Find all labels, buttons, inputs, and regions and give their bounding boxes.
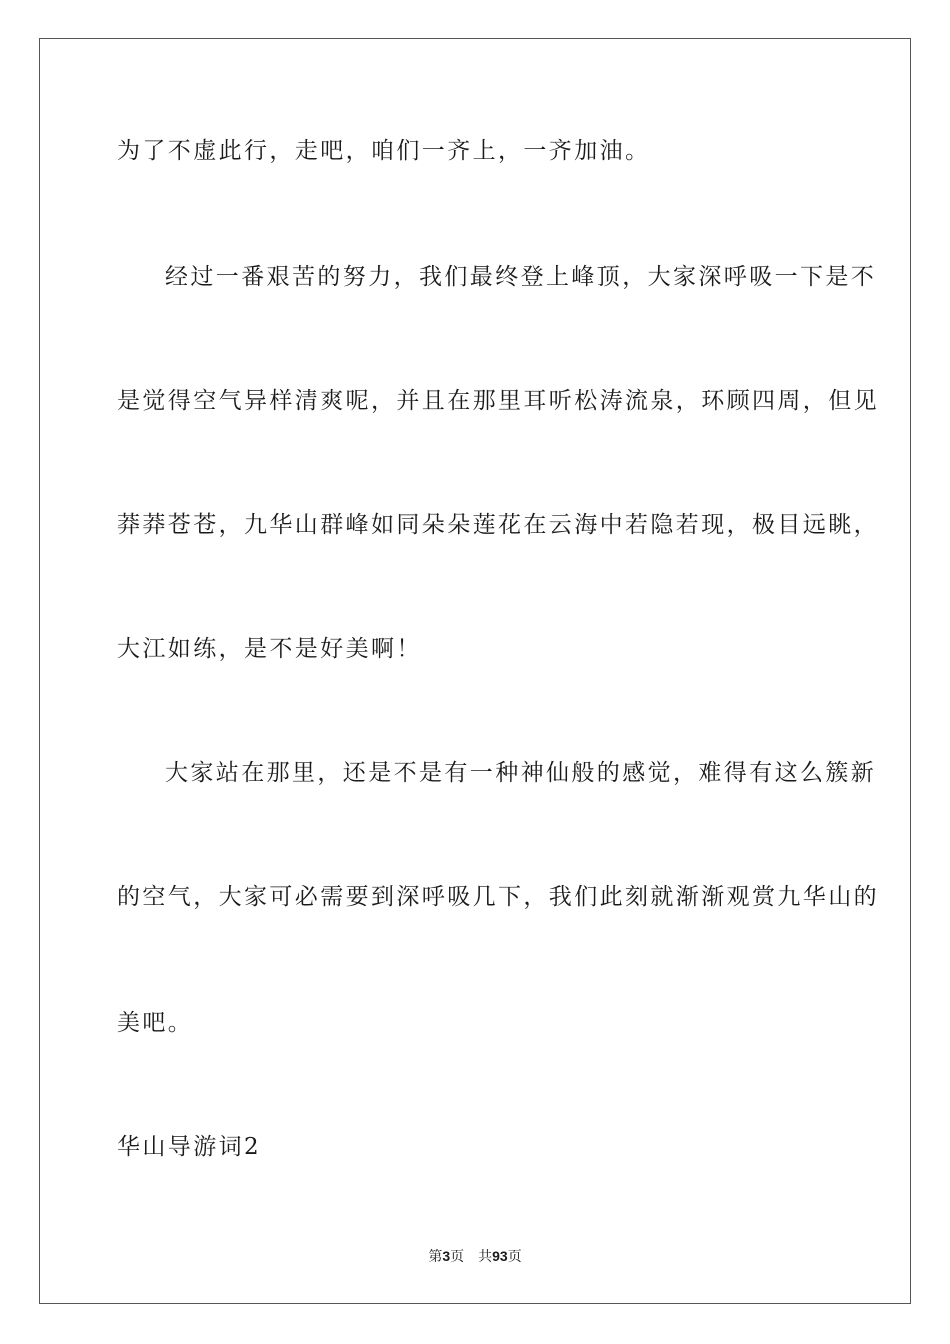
footer-total-prefix: 共 bbox=[478, 1249, 493, 1265]
footer-page-suffix: 页 bbox=[450, 1249, 465, 1265]
paragraph-line-8: 美吧。 bbox=[117, 1010, 194, 1036]
paragraph-line-6: 大家站在那里，还是不是有一种神仙般的感觉，难得有这么簇新 bbox=[165, 760, 877, 786]
section-heading: 华山导游词2 bbox=[117, 1134, 262, 1160]
paragraph-line-3: 是觉得空气异样清爽呢，并且在那里耳听松涛流泉，环顾四周，但见 bbox=[117, 388, 879, 414]
paragraph-line-4: 莽莽苍苍，九华山群峰如同朵朵莲花在云海中若隐若现，极目远眺， bbox=[117, 512, 879, 538]
page-border bbox=[39, 38, 911, 1304]
paragraph-line-5: 大江如练，是不是好美啊！ bbox=[117, 636, 422, 662]
footer-total-pages: 93 bbox=[492, 1248, 508, 1264]
footer-total-suffix: 页 bbox=[507, 1249, 522, 1265]
paragraph-line-1: 为了不虚此行，走吧，咱们一齐上，一齐加油。 bbox=[117, 138, 651, 164]
footer-page-prefix: 第 bbox=[428, 1249, 443, 1265]
paragraph-line-2: 经过一番艰苦的努力，我们最终登上峰顶，大家深呼吸一下是不 bbox=[165, 264, 877, 290]
page-footer bbox=[0, 1247, 950, 1266]
paragraph-line-7: 的空气，大家可必需要到深呼吸几下，我们此刻就渐渐观赏九华山的 bbox=[117, 884, 879, 910]
footer-page-number: 3 bbox=[442, 1248, 451, 1264]
